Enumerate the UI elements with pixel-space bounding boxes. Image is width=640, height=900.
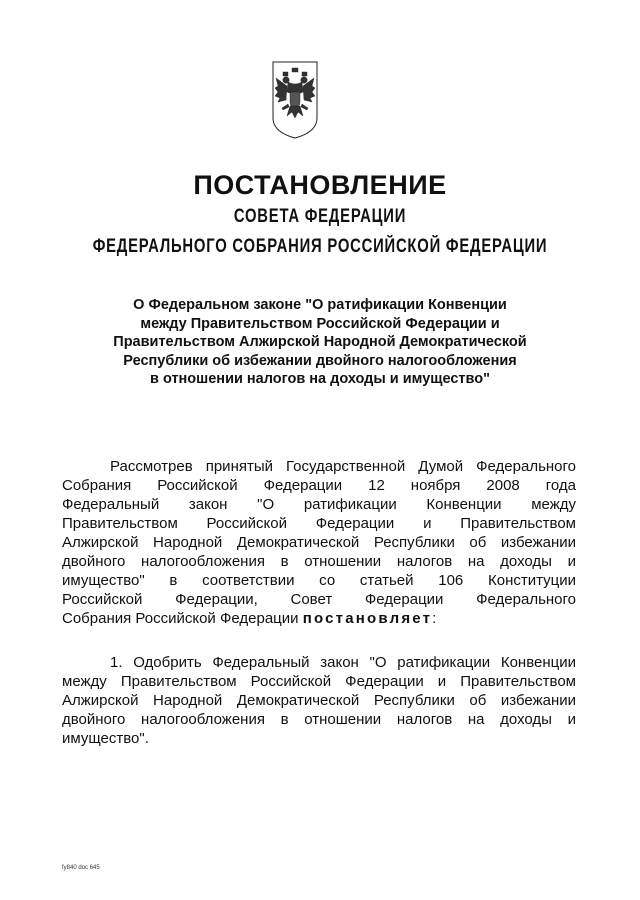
preamble-line-text: Собрания Российской Федерации — [62, 610, 299, 627]
item-line: Алжирской Народной Демократической Республики об избежании — [62, 692, 576, 709]
item-line: двойного налогообложения в отношении налогов на доходы и — [62, 711, 576, 728]
preamble-line: двойного налогообложения в отношении налогов на доходы и — [62, 553, 576, 570]
preamble-line: Алжирской Народной Демократической Республики об избежании — [62, 534, 576, 551]
preamble-line: имущество" в соответствии со статьей 106 Конституции — [62, 572, 576, 589]
subject-line: в отношении налогов на доходы и имущество" — [150, 371, 490, 387]
subject-line: О Федеральном законе "О ратификации Конвенции — [133, 297, 507, 313]
item-line: имущество". — [62, 730, 149, 747]
document-title: ПОСТАНОВЛЕНИЕ — [193, 170, 447, 200]
preamble-line: Рассмотрев принятый Государственной Думой Федерального — [110, 458, 576, 475]
preamble-paragraph — [62, 457, 576, 628]
footer-doc-code: fy840 doc 645 — [62, 865, 100, 871]
preamble-line: Федеральный закон "О ратификации Конвенции между — [62, 496, 576, 513]
preamble-last-line — [62, 609, 576, 628]
item-line: 1. Одобрить Федеральный закон "О ратификации Конвенции — [110, 654, 576, 671]
coat-of-arms-icon — [270, 60, 320, 140]
issuer-line-2: ФЕДЕРАЛЬНОГО СОБРАНИЯ РОССИЙСКОЙ ФЕДЕРАЦИИ — [92, 236, 548, 257]
preamble-line: Собрания Российской Федерации 12 ноября 2008 года — [62, 477, 576, 494]
document-subject — [80, 296, 560, 389]
preamble-line: Правительством Российской Федерации и Правительством — [62, 515, 576, 532]
issuer-line-1: СОВЕТА ФЕДЕРАЦИИ — [233, 206, 407, 227]
subject-line: Республики об избежании двойного налогообложения — [123, 352, 517, 369]
preamble-line: Российской Федерации, Совет Федерации Федерального — [62, 591, 576, 608]
item-line: между Правительством Российской Федерации и Правительством — [62, 673, 576, 690]
item-1-paragraph — [62, 653, 576, 748]
resolves-word: постановляет — [302, 610, 433, 627]
subject-line: между Правительством Российской Федерации и — [140, 315, 500, 332]
subject-line: Правительством Алжирской Народной Демократической — [113, 334, 527, 350]
resolves-colon: : — [432, 610, 437, 627]
